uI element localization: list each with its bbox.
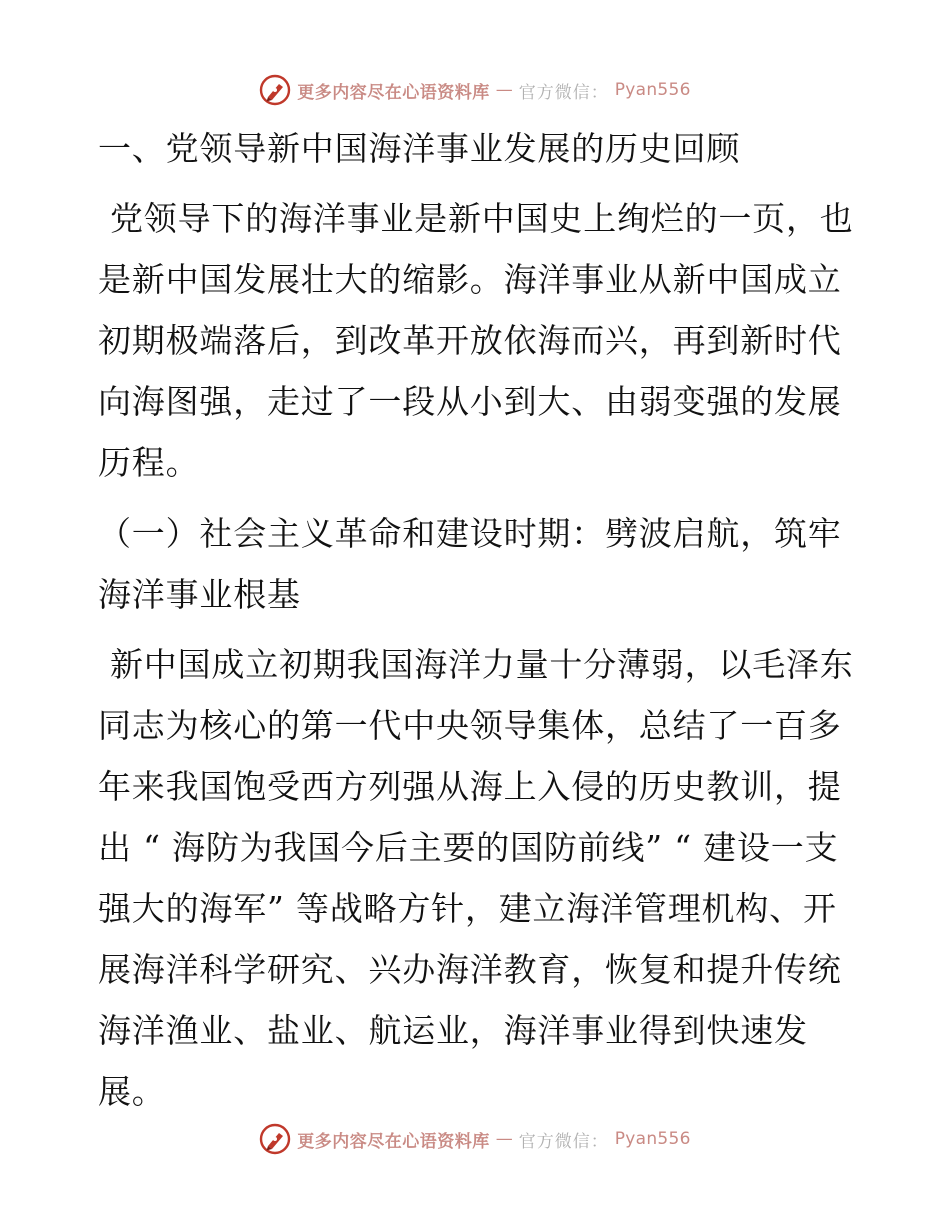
- header-watermark: [0, 70, 950, 110]
- section-heading: 一、党领导新中国海洋事业发展的历史回顾: [98, 129, 741, 168]
- watermark-id: Pyan556: [614, 1129, 691, 1149]
- watermark-label: 官方微信：: [518, 82, 609, 103]
- watermark-id: Pyan556: [614, 80, 691, 100]
- document-body: [98, 118, 858, 1132]
- watermark-text: 更多内容尽在心语资料库: [297, 1131, 490, 1152]
- watermark-dash: —: [495, 80, 513, 100]
- pen-logo-icon: [259, 74, 291, 106]
- subsection-heading: （一）社会主义革命和建设时期：劈波启航，筑牢海洋事业根基: [98, 514, 842, 614]
- footer-watermark: [0, 1119, 950, 1159]
- pen-logo-icon: [259, 1123, 291, 1155]
- watermark-dash: —: [495, 1129, 513, 1149]
- watermark-label: 官方微信：: [518, 1131, 609, 1152]
- body-paragraph: 党领导下的海洋事业是新中国史上绚烂的一页，也是新中国发展壮大的缩影。海洋事业从新中国成立初期极端落后，到改革开放依海而兴，再到新时代向海图强，走过了一段从小到大、由弱变强的发展历程。: [98, 199, 854, 482]
- body-paragraph: 新中国成立初期我国海洋力量十分薄弱，以毛泽东同志为核心的第一代中央领导集体，总结了一百多年来我国饱受西方列强从海上入侵的历史教训，提出 “ 海防为我国今后主要的国防前线” “ 建设一支强大的海军” 等战略方针，建立海洋管理机构、开展海洋科学研究、兴办海洋教育，恢复和提升传统海洋渔业、盐业、航运业，海洋事业得到快速发展。: [98, 645, 854, 1111]
- watermark-text: 更多内容尽在心语资料库: [297, 82, 490, 103]
